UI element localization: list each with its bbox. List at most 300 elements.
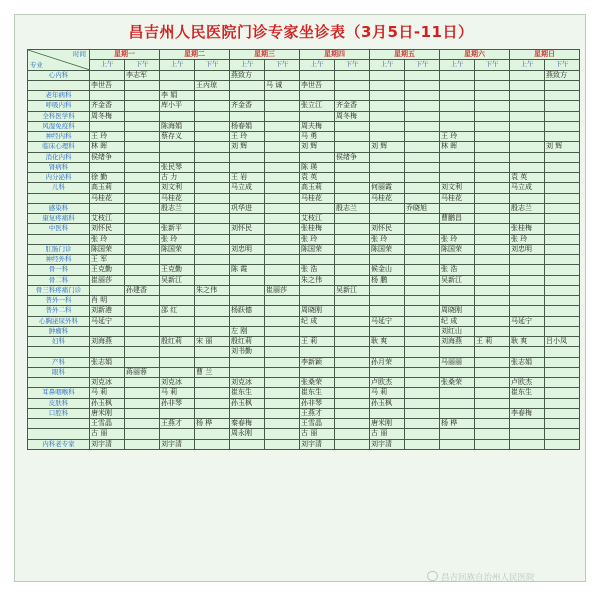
doctor-cell (265, 183, 300, 193)
doctor-cell (230, 193, 265, 203)
dept-cell: 康复疼痛科 (28, 214, 90, 224)
doctor-cell (405, 80, 440, 90)
doctor-cell (195, 255, 230, 265)
doctor-cell (160, 255, 195, 265)
doctor-cell (510, 91, 545, 101)
doctor-cell (125, 80, 160, 90)
doctor-cell: 殷志兰 (335, 203, 370, 213)
doctor-cell (475, 142, 510, 152)
doctor-cell (370, 132, 405, 142)
doctor-cell (160, 152, 195, 162)
doctor-cell (475, 265, 510, 275)
doctor-cell: 周晓刚 (300, 306, 335, 316)
dept-cell: 骨一科 (28, 265, 90, 275)
doctor-cell: 刘宇清 (300, 439, 335, 449)
doctor-cell (335, 326, 370, 336)
doctor-cell: 张桂梅 (300, 224, 335, 234)
doctor-cell (370, 162, 405, 172)
doctor-cell (440, 439, 475, 449)
doctor-cell (475, 367, 510, 377)
dept-cell: 眼科 (28, 367, 90, 377)
doctor-cell (545, 111, 580, 121)
doctor-cell (125, 91, 160, 101)
doctor-cell (230, 152, 265, 162)
doctor-cell (370, 408, 405, 418)
doctor-cell (475, 193, 510, 203)
table-row (28, 173, 580, 183)
am-header: 上午 (300, 60, 335, 70)
doctor-cell (125, 408, 160, 418)
dept-cell: 普外一科 (28, 296, 90, 306)
doctor-cell (335, 162, 370, 172)
doctor-cell: 刘宇清 (160, 439, 195, 449)
doctor-cell (195, 214, 230, 224)
am-header: 上午 (230, 60, 265, 70)
doctor-cell (160, 214, 195, 224)
table-row (28, 132, 580, 142)
doctor-cell (405, 306, 440, 316)
doctor-cell (195, 357, 230, 367)
doctor-cell (125, 142, 160, 152)
dept-label: 专业 (30, 60, 43, 69)
schedule-table (27, 49, 580, 450)
doctor-cell (405, 296, 440, 306)
doctor-cell (265, 142, 300, 152)
doctor-cell (195, 316, 230, 326)
doctor-cell (90, 347, 125, 357)
doctor-cell: 陈国荣 (440, 244, 475, 254)
table-row (28, 347, 580, 357)
doctor-cell: 张桑荣 (440, 378, 475, 388)
doctor-cell (545, 275, 580, 285)
doctor-cell (405, 132, 440, 142)
table-row (28, 255, 580, 265)
doctor-cell (475, 275, 510, 285)
doctor-cell: 王 军 (90, 255, 125, 265)
table-row (28, 70, 580, 80)
doctor-cell (510, 306, 545, 316)
doctor-cell: 殷红莉 (230, 337, 265, 347)
doctor-cell (510, 121, 545, 131)
doctor-cell: 崔东生 (230, 388, 265, 398)
doctor-cell (265, 367, 300, 377)
doctor-cell (545, 162, 580, 172)
doctor-cell (335, 296, 370, 306)
doctor-cell: 王 莉 (300, 337, 335, 347)
doctor-cell (160, 296, 195, 306)
dept-cell: 皮肤科 (28, 398, 90, 408)
doctor-cell (370, 121, 405, 131)
doctor-cell: 周冬梅 (335, 111, 370, 121)
doctor-cell (195, 193, 230, 203)
doctor-cell (195, 111, 230, 121)
doctor-cell (230, 111, 265, 121)
doctor-cell (90, 285, 125, 295)
doctor-cell (545, 316, 580, 326)
doctor-cell (300, 326, 335, 336)
doctor-cell (510, 265, 545, 275)
doctor-cell: 刘 辉 (300, 142, 335, 152)
doctor-cell (335, 265, 370, 275)
doctor-cell (545, 234, 580, 244)
doctor-cell (195, 162, 230, 172)
day-header: 星期四 (300, 50, 370, 60)
doctor-cell (265, 162, 300, 172)
doctor-cell (440, 347, 475, 357)
am-header: 上午 (440, 60, 475, 70)
doctor-cell (475, 296, 510, 306)
doctor-cell (335, 378, 370, 388)
doctor-cell (475, 101, 510, 111)
doctor-cell (545, 265, 580, 275)
doctor-cell: 陈国荣 (370, 244, 405, 254)
doctor-cell: 刘怀民 (370, 224, 405, 234)
doctor-cell (125, 173, 160, 183)
wechat-icon (427, 571, 438, 581)
doctor-cell (440, 101, 475, 111)
doctor-cell: 孙非琴 (160, 398, 195, 408)
table-row (28, 162, 580, 172)
doctor-cell: 王雪晶 (300, 419, 335, 429)
doctor-cell: 马延宁 (90, 316, 125, 326)
doctor-cell (335, 91, 370, 101)
doctor-cell (405, 367, 440, 377)
doctor-cell (475, 91, 510, 101)
doctor-cell (335, 183, 370, 193)
doctor-cell (335, 193, 370, 203)
doctor-cell: 张 玲 (160, 234, 195, 244)
doctor-cell (475, 173, 510, 183)
table-row (28, 326, 580, 336)
doctor-cell (510, 296, 545, 306)
doctor-cell: 吴新江 (440, 275, 475, 285)
doctor-cell: 周永刚 (230, 429, 265, 439)
doctor-cell (230, 296, 265, 306)
doctor-cell (510, 255, 545, 265)
doctor-cell (475, 388, 510, 398)
doctor-cell (335, 80, 370, 90)
doctor-cell: 崔丽莎 (90, 275, 125, 285)
doctor-cell (475, 306, 510, 316)
doctor-cell (195, 183, 230, 193)
doctor-cell (545, 408, 580, 418)
doctor-cell (545, 429, 580, 439)
doctor-cell (475, 408, 510, 418)
doctor-cell: 马延宁 (510, 316, 545, 326)
doctor-cell (195, 378, 230, 388)
doctor-cell (440, 398, 475, 408)
doctor-cell (300, 152, 335, 162)
doctor-cell (405, 142, 440, 152)
doctor-cell (335, 244, 370, 254)
doctor-cell: 刘克冰 (160, 378, 195, 388)
doctor-cell: 徐 勤 (90, 173, 125, 183)
doctor-cell (265, 378, 300, 388)
day-header: 星期五 (370, 50, 440, 60)
doctor-cell: 殷志兰 (160, 203, 195, 213)
day-header: 星期二 (160, 50, 230, 60)
doctor-cell (370, 347, 405, 357)
table-row (28, 111, 580, 121)
doctor-cell (265, 91, 300, 101)
doctor-cell (510, 419, 545, 429)
am-header: 上午 (160, 60, 195, 70)
doctor-cell (125, 255, 160, 265)
doctor-cell (545, 214, 580, 224)
table-row (28, 152, 580, 162)
doctor-cell (125, 121, 160, 131)
doctor-cell (265, 429, 300, 439)
doctor-cell (475, 203, 510, 213)
doctor-cell: 马 莉 (370, 388, 405, 398)
doctor-cell (125, 234, 160, 244)
doctor-cell: 周夫梅 (300, 121, 335, 131)
doctor-cell (370, 91, 405, 101)
doctor-cell: 张桂梅 (510, 224, 545, 234)
doctor-cell: 刘 辉 (370, 142, 405, 152)
doctor-cell: 燕致方 (545, 70, 580, 80)
doctor-cell (405, 337, 440, 347)
doctor-cell (440, 91, 475, 101)
hospital-watermark (427, 571, 535, 583)
doctor-cell (545, 91, 580, 101)
doctor-cell (195, 132, 230, 142)
table-row (28, 183, 580, 193)
doctor-cell: 孙玉枫 (230, 398, 265, 408)
doctor-cell (230, 275, 265, 285)
doctor-cell (545, 285, 580, 295)
doctor-cell (265, 121, 300, 131)
doctor-cell (335, 255, 370, 265)
doctor-cell: 陈国荣 (300, 244, 335, 254)
dept-cell: 骨二科 (28, 275, 90, 285)
table-row (28, 244, 580, 254)
pm-header: 下午 (195, 60, 230, 70)
doctor-cell (160, 429, 195, 439)
table-row (28, 306, 580, 316)
doctor-cell (265, 234, 300, 244)
doctor-cell: 吴新江 (335, 285, 370, 295)
day-header: 星期日 (510, 50, 580, 60)
doctor-cell: 林 晖 (440, 142, 475, 152)
doctor-cell (440, 255, 475, 265)
doctor-cell: 侯绪争 (90, 152, 125, 162)
doctor-cell (125, 337, 160, 347)
doctor-cell: 王 莉 (475, 337, 510, 347)
doctor-cell: 崔东生 (510, 388, 545, 398)
doctor-cell: 马桂花 (440, 193, 475, 203)
doctor-cell: 李新颖 (300, 357, 335, 367)
doctor-cell (335, 408, 370, 418)
doctor-cell (405, 121, 440, 131)
doctor-cell (160, 80, 195, 90)
doctor-cell (265, 132, 300, 142)
doctor-cell (405, 429, 440, 439)
doctor-cell (125, 347, 160, 357)
doctor-cell: 唐米刚 (90, 408, 125, 418)
doctor-cell (265, 408, 300, 418)
doctor-cell (405, 234, 440, 244)
doctor-cell: 马 莉 (90, 388, 125, 398)
doctor-cell (125, 439, 160, 449)
doctor-cell (370, 255, 405, 265)
doctor-cell (475, 429, 510, 439)
doctor-cell (440, 70, 475, 80)
doctor-cell (475, 183, 510, 193)
dept-cell: 老年病科 (28, 91, 90, 101)
doctor-cell (125, 162, 160, 172)
doctor-cell: 纪 成 (440, 316, 475, 326)
watermark-text: 昌吉回族自治州人民医院 (441, 573, 535, 583)
doctor-cell: 张桑荣 (300, 378, 335, 388)
doctor-cell: 何丽霞 (370, 183, 405, 193)
doctor-cell (510, 429, 545, 439)
doctor-cell: 库小平 (160, 101, 195, 111)
day-header-row (28, 50, 580, 60)
doctor-cell (300, 296, 335, 306)
doctor-cell (265, 70, 300, 80)
doctor-cell (475, 357, 510, 367)
doctor-cell: 巩华进 (230, 203, 265, 213)
doctor-cell (265, 296, 300, 306)
doctor-cell (370, 296, 405, 306)
doctor-cell (195, 121, 230, 131)
doctor-cell: 陈国荣 (90, 244, 125, 254)
doctor-cell (545, 173, 580, 183)
doctor-cell (265, 337, 300, 347)
doctor-cell: 齐金香 (230, 101, 265, 111)
table-row (28, 337, 580, 347)
doctor-cell: 古 力 (160, 173, 195, 183)
doctor-cell: 张民琴 (160, 162, 195, 172)
doctor-cell (405, 162, 440, 172)
doctor-cell: 孙玉枫 (90, 398, 125, 408)
doctor-cell (125, 152, 160, 162)
doctor-cell: 刘怀民 (90, 224, 125, 234)
dept-cell: 肿瘤科 (28, 326, 90, 336)
doctor-cell (90, 70, 125, 80)
doctor-cell (335, 316, 370, 326)
doctor-cell (195, 408, 230, 418)
doctor-cell (545, 367, 580, 377)
doctor-cell (405, 398, 440, 408)
doctor-cell (125, 265, 160, 275)
dept-cell: 神经内科 (28, 132, 90, 142)
table-row (28, 214, 580, 224)
doctor-cell (545, 152, 580, 162)
dept-cell: 消化内科 (28, 152, 90, 162)
table-row (28, 285, 580, 295)
doctor-cell (405, 214, 440, 224)
doctor-cell: 曹 兰 (195, 367, 230, 377)
doctor-cell (125, 326, 160, 336)
doctor-cell: 王 玲 (230, 132, 265, 142)
ampm-header-row (28, 60, 580, 70)
doctor-cell: 秦春梅 (230, 419, 265, 429)
doctor-cell (335, 388, 370, 398)
doctor-cell (300, 347, 335, 357)
doctor-cell: 张 浩 (300, 265, 335, 275)
table-row (28, 429, 580, 439)
doctor-cell (545, 306, 580, 316)
doctor-cell: 刘怀民 (230, 224, 265, 234)
doctor-cell (300, 111, 335, 121)
dept-cell (28, 419, 90, 429)
doctor-cell: 侯绪争 (335, 152, 370, 162)
doctor-cell (335, 214, 370, 224)
doctor-cell (335, 142, 370, 152)
doctor-cell (475, 285, 510, 295)
doctor-cell (475, 244, 510, 254)
doctor-cell (475, 132, 510, 142)
doctor-cell (510, 142, 545, 152)
doctor-cell (475, 398, 510, 408)
doctor-cell (125, 316, 160, 326)
doctor-cell: 马丽丽 (440, 357, 475, 367)
doctor-cell (405, 101, 440, 111)
dept-cell: 心内科 (28, 70, 90, 80)
doctor-cell: 乔晓旭 (405, 203, 440, 213)
doctor-cell (440, 203, 475, 213)
doctor-cell: 杨春娟 (230, 121, 265, 131)
doctor-cell (125, 419, 160, 429)
schedule-frame (14, 14, 586, 582)
doctor-cell (510, 347, 545, 357)
doctor-cell: 张 玲 (300, 234, 335, 244)
doctor-cell (335, 398, 370, 408)
doctor-cell (475, 224, 510, 234)
doctor-cell: 古 丽 (300, 429, 335, 439)
doctor-cell (475, 378, 510, 388)
doctor-cell: 马桂花 (370, 193, 405, 203)
pm-header: 下午 (405, 60, 440, 70)
doctor-cell (335, 70, 370, 80)
doctor-cell: 卢欧杰 (370, 378, 405, 388)
doctor-cell: 刘忠明 (230, 244, 265, 254)
doctor-cell (160, 326, 195, 336)
doctor-cell: 林 晖 (90, 142, 125, 152)
doctor-cell (125, 193, 160, 203)
doctor-cell: 张 玲 (510, 234, 545, 244)
doctor-cell (195, 224, 230, 234)
doctor-cell: 刘文利 (440, 183, 475, 193)
doctor-cell (230, 367, 265, 377)
doctor-cell: 陈国荣 (160, 244, 195, 254)
doctor-cell (440, 121, 475, 131)
doctor-cell (440, 408, 475, 418)
dept-cell: 骨三科疼痛门诊 (28, 285, 90, 295)
doctor-cell (335, 173, 370, 183)
doctor-cell (405, 408, 440, 418)
doctor-cell: 袁 英 (300, 173, 335, 183)
doctor-cell (475, 419, 510, 429)
doctor-cell (405, 378, 440, 388)
doctor-cell (545, 121, 580, 131)
doctor-cell (265, 101, 300, 111)
table-row (28, 101, 580, 111)
doctor-cell (510, 70, 545, 80)
doctor-cell (90, 162, 125, 172)
doctor-cell (510, 214, 545, 224)
doctor-cell (265, 306, 300, 316)
doctor-cell (230, 91, 265, 101)
doctor-cell: 刘 辉 (230, 142, 265, 152)
doctor-cell: 马延宁 (370, 316, 405, 326)
doctor-cell (440, 173, 475, 183)
doctor-cell (545, 439, 580, 449)
doctor-cell (335, 337, 370, 347)
doctor-cell: 李世吾 (90, 80, 125, 90)
